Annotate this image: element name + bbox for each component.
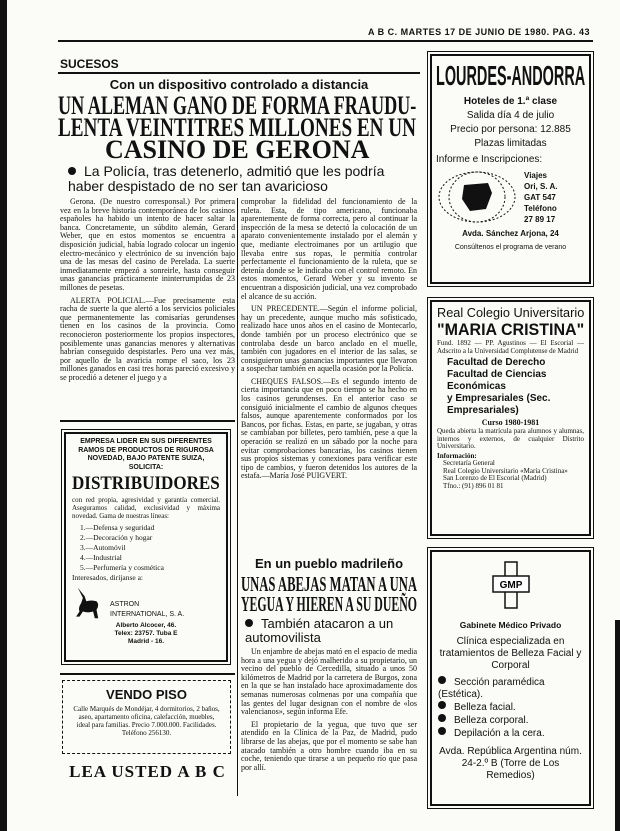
info-line: Real Colegio Universitario «María Cristina» xyxy=(443,466,568,475)
ad-name: "MARIA CRISTINA" xyxy=(437,320,585,339)
list-item: Belleza facial. xyxy=(438,701,583,714)
address-line: Madrid - 16. xyxy=(127,638,165,645)
paragraph: CHEQUES FALSOS.—Es el segundo intento de cierta importancia que en poco tiempo se ha hecho en los casinos gerundenses. En el anterior caso se consiguió inicialmente el cambio de algunos cheques falsos, aunque aparentemente conformados por los Bancos, por fichas. Estas, en parte, se jugaban, y otras se cambiaban por billetes, pero también, pese a que la operación se realizó en un sábado por la noche para evitar comprobaciones bancarias, los casinos tienen sus propios sistemas y conexiones para verificar este tipo de cambios, y fueron detenidos los autores de la estafa.—María José PUIGVERT. xyxy=(241,376,417,481)
ad-lourdes-andorra xyxy=(430,54,591,284)
ad-course: Curso 1980-1981 xyxy=(481,418,540,428)
company-name: ASTRON xyxy=(110,601,140,608)
ad-line: Salida día 4 de julio xyxy=(466,110,555,121)
info-line: San Lorenzo de El Escorial (Madrid) xyxy=(443,474,547,483)
ad-gabinete-medico xyxy=(430,550,591,806)
ad-text: Calle Marqués de Mondéjar, 4 dormitorios, 2 baños, aseo, apartamento oficina, calefacción, muebles, ideal para familias. Precio 7.000.000. Facilidades. Teléfono 256130. xyxy=(73,705,220,737)
address-line: Alberto Alcocer, 46. xyxy=(115,622,177,629)
ad-address xyxy=(72,622,220,646)
list-item: 2.—Decoración y hogar xyxy=(80,533,153,542)
agency-line: Teléfono xyxy=(524,203,557,213)
article-column xyxy=(241,198,417,485)
agency-line: Ori, S. A. xyxy=(524,181,558,191)
divider xyxy=(58,40,593,42)
list-item: 1.—Defensa y seguridad xyxy=(80,523,155,532)
article-subhead: La Policía, tras detenerlo, admitió que les podría haber despistado de no ser tan avaricioso xyxy=(68,163,385,194)
unicorn-logo-icon xyxy=(72,586,104,620)
bullet-icon xyxy=(245,619,253,627)
agency-phone: 27 89 17 xyxy=(524,214,556,224)
ad-title: VENDO PISO xyxy=(106,687,187,702)
ad-price: Precio por persona: 12.885 xyxy=(450,124,571,135)
list-item: 4.—Industrial xyxy=(80,553,122,562)
list-item: 5.—Perfumería y cosmética xyxy=(80,563,164,572)
ad-info-label: Información: xyxy=(437,451,477,460)
globe-logo-icon xyxy=(436,169,518,225)
headline-line: UNAS ABEJAS MATAN A UNA xyxy=(241,572,418,596)
paragraph: comprobar la fidelidad del funcionamiento de la ruleta. Esta, de tipo americano, funcionaba aparentemente de forma correcta, pero al continuar la inspección de la mesa se detectó la colocación de un aparato convenientemente instalado por el alemán y que, mediante electroimanes por un artilugio que llevaba entre sus ropas, le permitía controlar perfectamente el funcionamiento de la ruleta, que se detenía donde se le indicaba con el control remoto. En estos momentos, Gerard Weber y su invento se encuentran a disposición judicial, una vez comprobado el alcance de su acción. xyxy=(241,197,417,301)
svg-text:GMP: GMP xyxy=(499,580,522,591)
ad-intro: Clínica especializada en tratamientos de Belleza Facial y Corporal xyxy=(439,636,582,671)
ad-footer: Consúltenos el programa de verano xyxy=(454,244,567,251)
bullet-icon xyxy=(438,714,446,722)
ad-intro: EMPRESA LIDER EN SUS DIFERENTES RAMOS DE PRODUCTOS DE RIGUROSA NOVEDAD, BAJO PATENTE SUIZA, SOLICITA: xyxy=(78,438,214,471)
ad-title: Gabinete Médico Privado xyxy=(459,620,562,630)
faculty: Facultad de Ciencias xyxy=(447,369,547,381)
ad-maria-cristina xyxy=(430,300,591,536)
headline-line: LENTA VEINTITRES MILLONES EN UN xyxy=(58,113,416,142)
ad-vendo-piso xyxy=(62,680,231,754)
ad-contact-label: Interesados, diríjanse a: xyxy=(72,573,144,582)
agency-line: Viajes xyxy=(524,170,547,180)
article-headline xyxy=(241,574,417,614)
gmp-logo xyxy=(438,560,583,610)
bullet-icon xyxy=(438,701,446,709)
bullet-icon xyxy=(438,727,446,735)
ad-text: Queda abierta la matrícula para alumnos y alumnas, internos y externos, de cualquier Distrito Universitario. xyxy=(437,427,584,451)
ad-intro: Fund. 1892 — PP. Agustinos — El Escorial — Adscrito a la Universidad Complutense de Madrid xyxy=(437,339,584,355)
divider xyxy=(60,420,235,422)
promo-lea-abc: LEA USTED A B C xyxy=(69,762,226,781)
column-divider xyxy=(237,198,238,796)
bullet-icon xyxy=(438,676,446,684)
address-line: Telex: 23757. Tuba E xyxy=(114,630,178,637)
faculty: Económicas xyxy=(447,381,506,393)
section-title: SUCESOS xyxy=(60,57,119,71)
ad-address: Avda. República Argentina núm. 24-2.º B (Torre de Los Remedios) xyxy=(439,746,582,781)
scan-edge xyxy=(0,0,7,831)
ad-title: Real Colegio Universitario xyxy=(437,305,585,320)
article-subhead: También atacaron a un automovilista xyxy=(245,616,394,645)
ad-list xyxy=(438,676,583,740)
list-item: Sección paramédica (Estética). xyxy=(438,677,545,700)
ad-title: DISTRIBUIDORES xyxy=(72,473,220,494)
agency-line: GAT 547 xyxy=(524,192,556,202)
paragraph: ALERTA POLICIAL.—Fue precisamente esta racha de suerte la que alertó a los servicios policiales que permanentemente las comisarías gerundenses tienen en los casinos de la provincia. Como reconocieron posteriormente los propios inspectores, posiblemente unas ganancias menores y alternativas habrían conseguido despistarles. Pero una vez más, por aquello de la avaricia rompe el saco, los 23 millones ganados en casi tres horas pareció excesivo y se procedió a detener el juego y a xyxy=(60,295,235,382)
headline-line: CASINO DE GERONA xyxy=(105,135,370,164)
info-line: Secretaría General xyxy=(443,458,495,467)
divider xyxy=(58,72,420,74)
list-item: Depilación a la cera. xyxy=(438,727,583,740)
list-item: Belleza corporal. xyxy=(438,714,583,727)
ad-text: con red propia, agresividad y garantía comercial. Aseguramos calidad, exclusividad y máxima novedad. Gama de nuestras líneas: xyxy=(72,496,220,520)
info-phone: Tfno.: (91) 896 01 81 xyxy=(443,481,504,490)
paragraph: UN PRECEDENTE.—Según el informe policial, hay un precedente, aunque mucho más sofisticado, realizado hace unos años en el casino de Montecarlo, donde también por un proceso electrónico que se controlaba desde un barco anclado en el muelle, también con jugadores en el interior de las salas, se consiguieron unas ganancias importantes que llevaron a sospechar también en aquella ocasión por la Policía. xyxy=(241,304,417,374)
article-headline xyxy=(58,91,417,164)
ad-company xyxy=(72,586,220,620)
ad-line: Plazas limitadas xyxy=(474,138,547,149)
paragraph: Un enjambre de abejas mató en el espacio de media hora a una yegua y dejó malherido a su propietario, un vecino del pueblo de Cercedilla, situado a unos 50 kilómetros de Madrid por la carretera de Burgos, zona en la que se han instalado hace aproximadamente dos semanas numerosas colmenas por una compañía que las gentes del lugar designan con el nombre de «los valencianos», según informa Efe. xyxy=(241,647,417,717)
ad-line: Hoteles de 1.ª clase xyxy=(463,96,558,107)
article-column xyxy=(241,648,417,776)
paragraph: Gerona. (De nuestro corresponsal.) Por primera vez en la breve historia contemporánea de los casinos españoles ha habido un intento de hacer saltar la banca. Concretamente, un súbdito alemán, Gerard Weber, que en estos momentos se encuentra a disposición judicial, había logrado colocar un ingenio electro-mecánico y electrónico de su invención bajo una de las mesas del casino de Perelada. La suerte inmediatamente empezó a sonreirle, hasta conseguir unas ganancias prácticamente ininterrumpidas de 23 millones de pesetas. xyxy=(60,197,235,292)
ad-distribuidores xyxy=(64,432,228,662)
list-item: 3.—Automóvil xyxy=(80,543,126,552)
divider xyxy=(60,673,235,675)
paragraph: El propietario de la yegua, que tuvo que ser atendido en la Clínica de la Paz, de Madrid, pudo librarse de las abejas, que por el momento se sabe han atacado también a otro hombre cuando iba en su coche, teniendo que tirarse a un pequeño río que pasa por allí. xyxy=(241,719,417,772)
faculty: Facultad de Derecho xyxy=(447,357,546,369)
ad-info-label: Informe e Inscripciones: xyxy=(436,154,543,165)
gmp-logo-icon xyxy=(491,560,531,610)
article-column xyxy=(60,198,235,386)
ad-title: LOURDES-ANDORRA xyxy=(436,60,586,91)
article-kicker: Con un dispositivo controlado a distancia xyxy=(109,77,369,92)
ad-address: Avda. Sánchez Arjona, 24 xyxy=(462,229,559,238)
headline-line: UN ALEMAN GANO DE FORMA FRAUDU- xyxy=(58,91,417,120)
faculty: y Empresariales (Sec. Empresariales) xyxy=(447,393,551,417)
ad-list xyxy=(80,523,220,573)
headline-line: YEGUA Y HIEREN A SU DUEÑO xyxy=(241,592,417,616)
bullet-icon xyxy=(68,167,76,175)
company-name: INTERNATIONAL, S. A. xyxy=(110,611,185,618)
scan-edge xyxy=(615,620,620,831)
article-kicker: En un pueblo madrileño xyxy=(254,556,404,571)
dateline: A B C. MARTES 17 DE JUNIO DE 1980. PAG. 43 xyxy=(367,27,590,37)
